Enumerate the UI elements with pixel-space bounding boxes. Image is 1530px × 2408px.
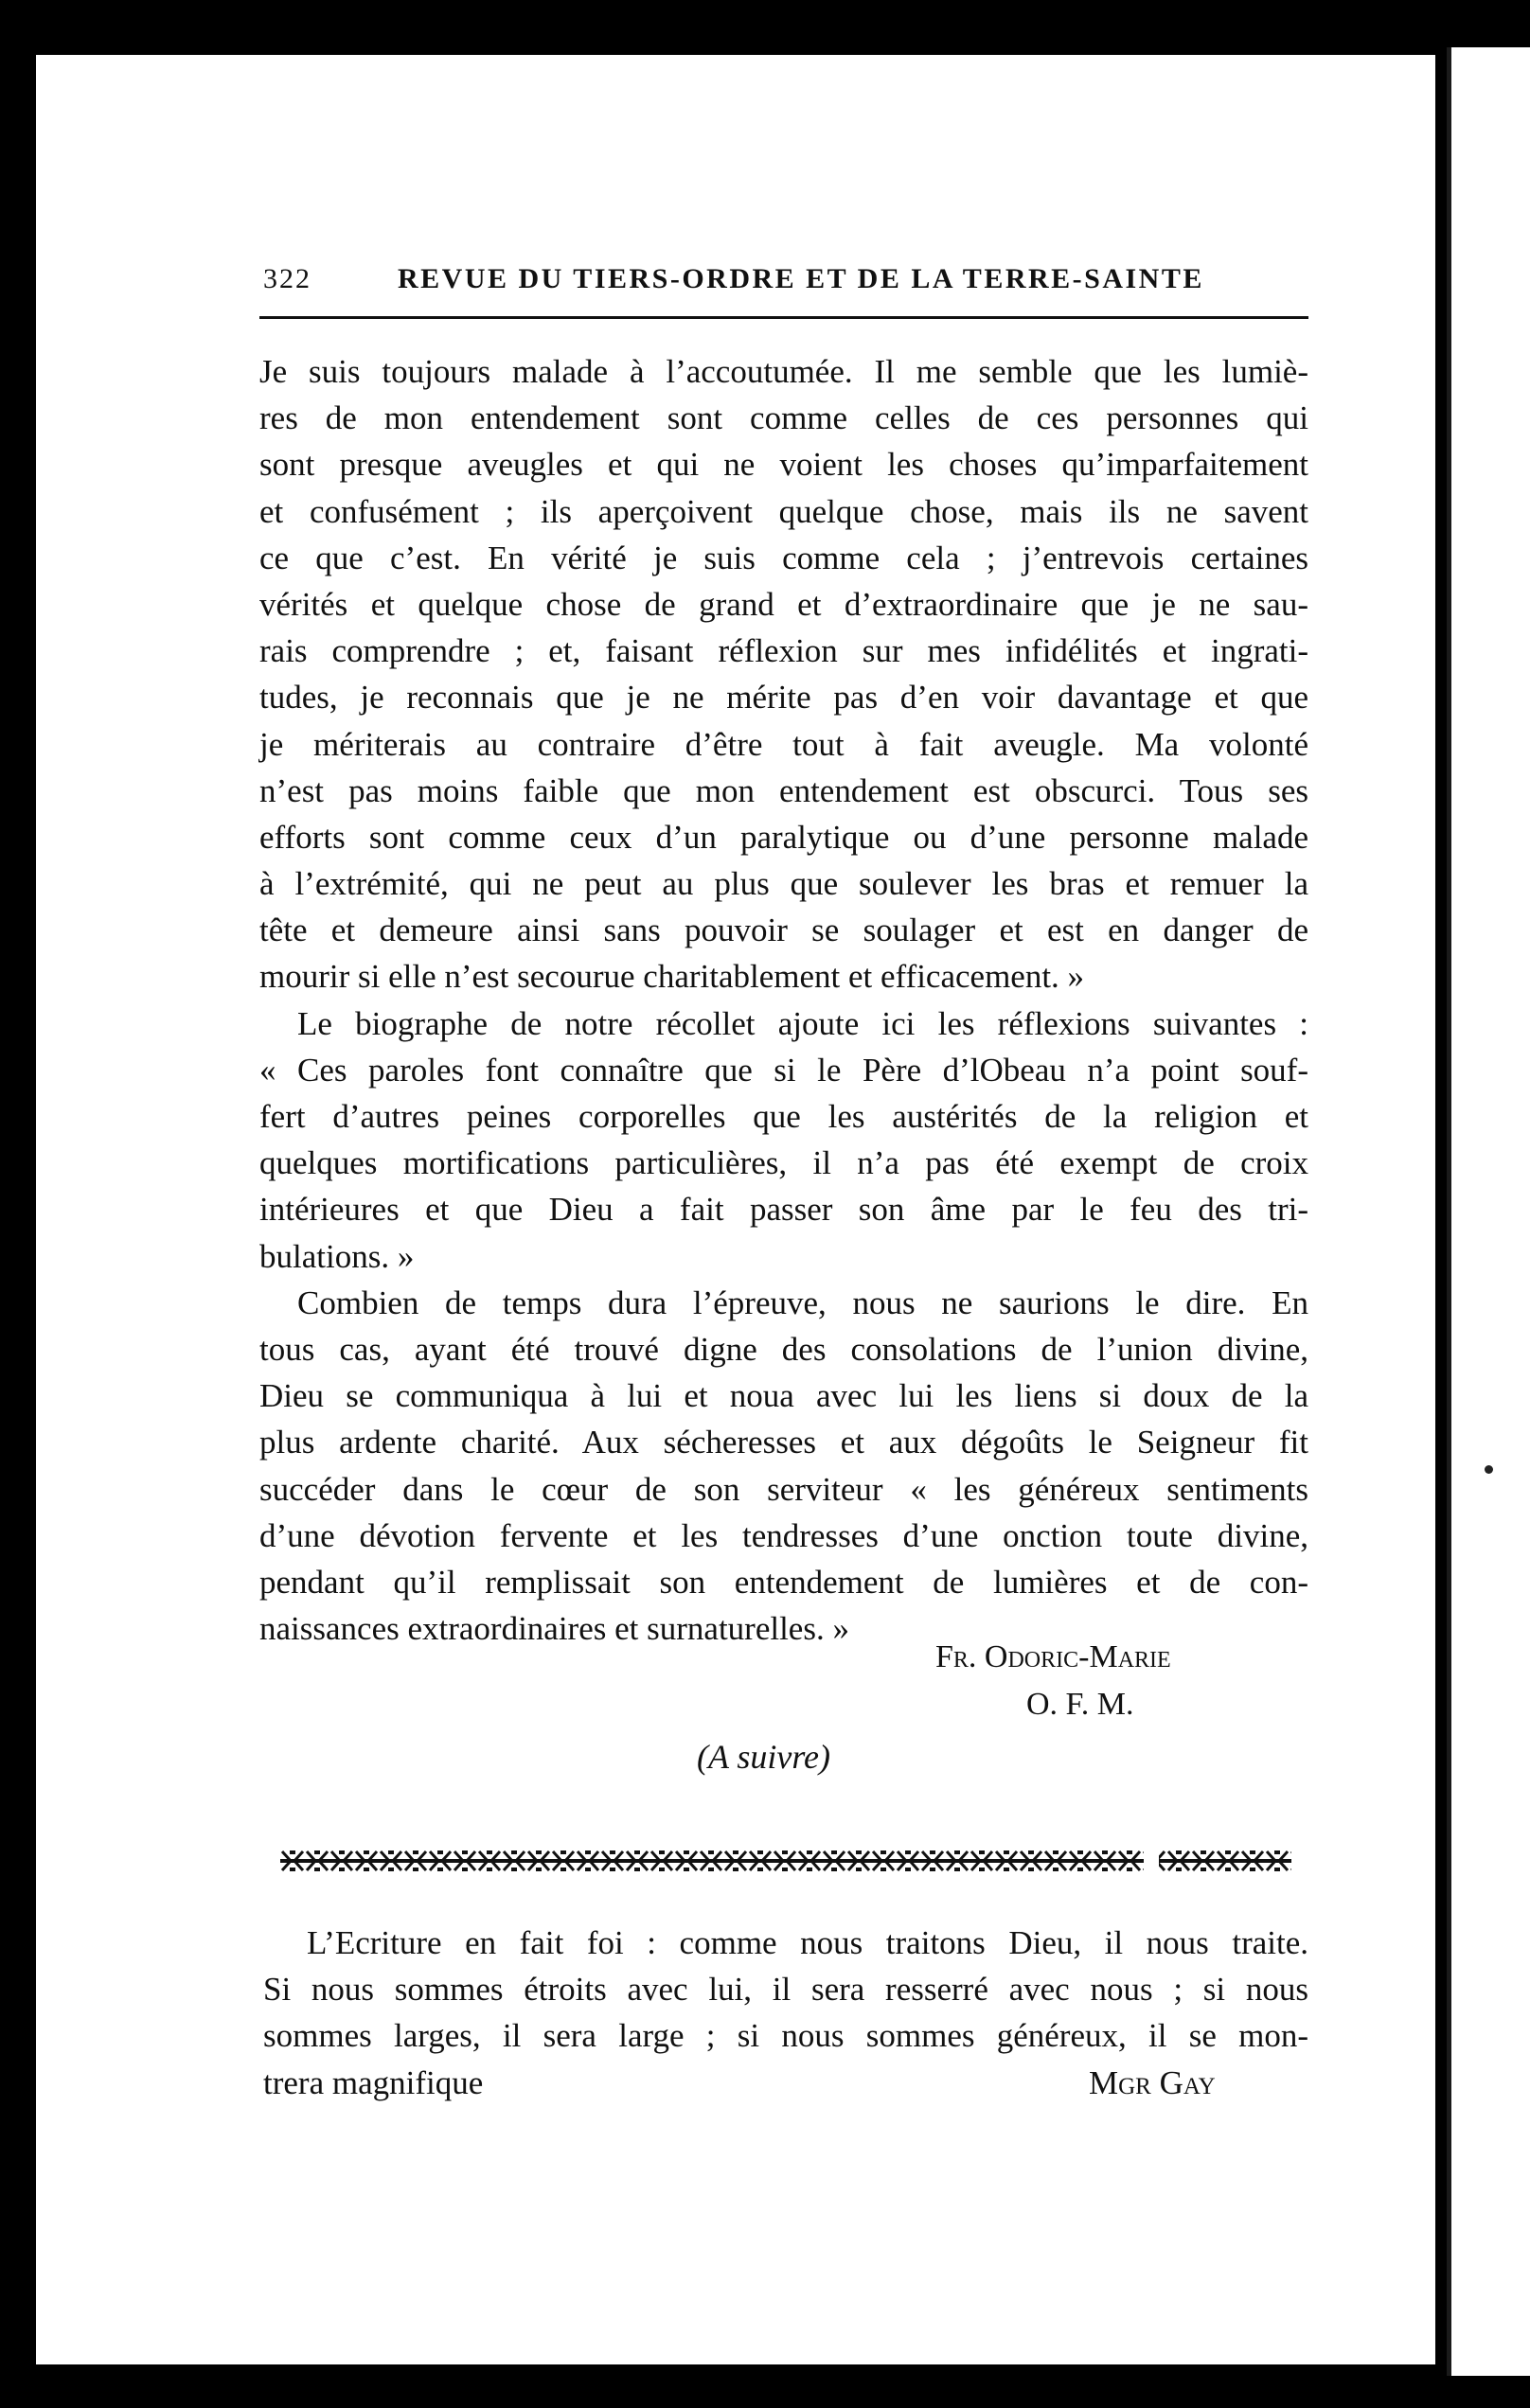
author-signature: Fr. Odoric-Marie [935,1639,1171,1674]
text-line: fert d’autres peines corporelles que les austérités de la religion et [259,1098,1308,1135]
page-number: 322 [263,263,311,294]
running-header [263,263,1305,305]
closing-quote [263,1920,1308,2106]
text-line: naissances extraordinaires et surnaturelles. » [259,1610,849,1648]
text-line: ce que c’est. En vérité je suis comme cela ; j’entrevois certaines [259,539,1308,576]
continuation-note: (A suivre) [697,1738,830,1776]
author-order: O. F. M. [1026,1687,1134,1722]
quote-line: trera magnifique [263,2063,484,2101]
text-line: et confusément ; ils aperçoivent quelque chose, mais ils ne savent [259,492,1308,530]
text-line: plus ardente charité. Aux sécheresses et aux dégoûts le Seigneur fit [259,1424,1308,1461]
text-line: à l’extrémité, qui ne peut au plus que soulever les bras et remuer la [259,865,1308,903]
text-line: quelques mortifications particulières, il n’a pas été exempt de croix [259,1144,1308,1182]
quote-line: sommes larges, il sera large ; si nous sommes généreux, il se mon- [263,2017,1308,2055]
text-line: mourir si elle n’est secourue charitablement et efficacement. » [259,958,1085,996]
text-line: pendant qu’il remplissait son entendement de lumières et de con- [259,1563,1308,1601]
text-line: succéder dans le cœur de son serviteur « les généreux sentiments [259,1470,1308,1508]
text-line: Combien de temps dura l’épreuve, nous ne saurions le dire. En [297,1284,1308,1321]
adjacent-page-edge [1447,47,1530,2376]
text-line: intérieures et que Dieu a fait passer son âme par le feu des tri- [259,1191,1308,1229]
text-line: rais comprendre ; et, faisant réflexion sur mes infidélités et ingrati- [259,632,1308,670]
header-rule [259,316,1308,319]
text-line: sont presque aveugles et qui ne voient les choses qu’imparfaitement [259,446,1308,484]
text-line: bulations. » [259,1237,415,1275]
quote-line: Si nous sommes étroits avec lui, il sera resserré avec nous ; si nous [263,1971,1308,2009]
text-line: tous cas, ayant été trouvé digne des consolations de l’union divine, [259,1330,1308,1368]
text-line: efforts sont comme ceux d’un paralytique ou d’une personne malade [259,818,1308,856]
text-line: Dieu se communiqua à lui et noua avec lui les liens si doux de la [259,1377,1308,1415]
text-line: tête et demeure ainsi sans pouvoir se soulager et est en danger de [259,912,1308,949]
running-title: REVUE DU TIERS-ORDRE ET DE LA TERRE-SAINTE [398,263,1204,294]
page-spine [1447,47,1451,2376]
text-line: Je suis toujours malade à l’accoutumée. Il me semble que les lumiè- [259,353,1308,390]
ornamental-divider [280,1849,1291,1873]
text-line: n’est pas moins faible que mon entendement est obscurci. Tous ses [259,771,1308,809]
quote-last-row [263,2060,1308,2106]
text-line: je mériterais au contraire d’être tout à fait aveugle. Ma volonté [259,725,1308,763]
text-line: d’une dévotion fervente et les tendresses d’une onction toute divine, [259,1516,1308,1554]
quote-line: L’Ecriture en fait foi : comme nous traitons Dieu, il nous traite. [307,1924,1308,1961]
text-line: res de mon entendement sont comme celles de ces personnes qui [259,399,1308,437]
article-body [259,348,1308,1652]
text-line: vérités et quelque chose de grand et d’extraordinaire que je ne sau- [259,585,1308,623]
quote-author: Mgr Gay [1089,2063,1216,2101]
text-line: tudes, je reconnais que je ne mérite pas d’en voir davantage et que [259,679,1308,717]
speck-mark [1485,1465,1493,1474]
text-line: Le biographe de notre récollet ajoute ici les réflexions suivantes : [297,1004,1308,1042]
text-line: « Ces paroles font connaître que si le Père d’lObeau n’a point souf- [259,1051,1308,1089]
